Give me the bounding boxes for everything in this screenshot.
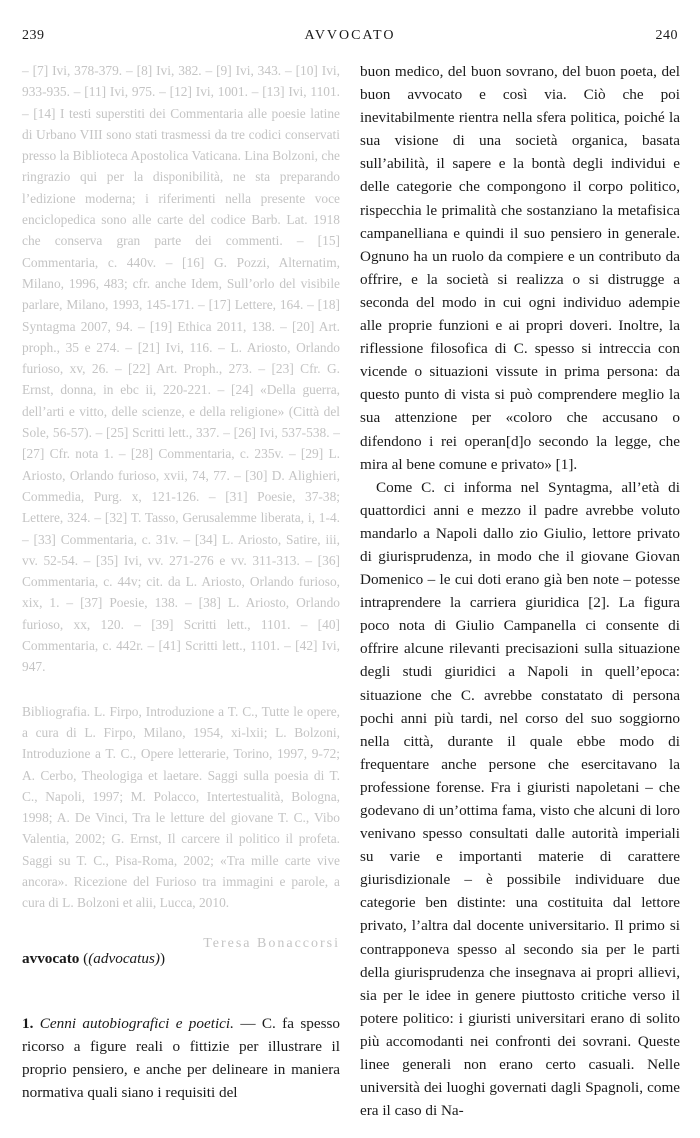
page-number-right: 240 (655, 28, 678, 43)
endnotes: – [7] Ivi, 378-379. – [8] Ivi, 382. – [9] Ivi, 343. – [10] Ivi, 933-935. – [11] Ivi, 975. – [12] Ivi, 1001. – [13] Ivi, 1101. – [14] I testi superstiti dei Commentaria alle poesie latine di Urbano VIII sono stati trasmessi da tre codici conservati presso la Biblioteca Apostolica Vaticana. Lina Bolzoni, che ringrazio qui per la disponibilità, ne sta preparando l’edizione moderna; i riferimenti nella presente voce enciclopedica sono alle carte del codice Barb. Lat. 1918 che conserva gran parte dei commenti. – [15] Commentaria, c. 440v. – [16] G. Pozzi, Alternatim, Milano, 1996, 483; cfr. anche Idem, Sull’orlo del visibile parlare, Milano, 1993, 145-171. – [17] Lettere, 164. – [18] Syntagma 2007, 94. – [19] Ethica 2011, 138. – [20] Art. proph., 35 e 274. – [21] Ivi, 116. – L. Ariosto, Orlando furioso, xv, 26. – [22] Art. Proph., 273. – [23] Cfr. G. Ernst, donna, in ebc ii, 220-221. – [24] «Della guerra, dell’arti e vitto, delle scienze, e della religione» (Città del Sole, 56-57). – [25] Scritti lett., 337. – [26] Ivi, 537-538. – [27] Cfr. nota 1. – [28] Commentaria, c. 235v. – [29] L. Ariosto, Orlando furioso, xvii, 74, 77. – [30] D. Alighieri, Commedia, Purg. x, 121-126. – [31] Poesie, 37-38; Lettere, 324. – [32] T. Tasso, Gerusalemme liberata, i, 1-4. – [33] Commentaria, c. 31v. – [34] L. Ariosto, Satire, iii, vv. 52-54. – [35] Ivi, vv. 271-276 e vv. 311-313. – [36] Commentaria, c. 44v; cit. da L. Ariosto, Orlando furioso, xix, 1. – [37] Poesie, 138. – [38] L. Ariosto, Orlando furioso, xx, 120. – [39] Scritti lett., 1101. – [40] Commentaria, c. 442r. – [41] Scritti lett., 1101. – [42] Ivi, 947. (22, 63, 340, 675)
headword-latin: ((advocatus)) (83, 950, 165, 967)
running-title: AVVOCATO (304, 28, 396, 43)
running-header (22, 28, 678, 50)
section-title: Cenni autobiografici e poetici. (39, 1015, 234, 1032)
section-text-left: — C. fa spesso ricorso a figure reali o fittizie per illustrare il proprio pensiero, e anche per delineare in maniera normativa quali siano i requisiti del (22, 1015, 340, 1101)
page-number-left: 239 (22, 28, 45, 43)
headword: avvocato (22, 950, 80, 967)
section-number: 1. (22, 1015, 34, 1032)
latin-term: (advocatus) (88, 950, 160, 967)
section-1-start (22, 1012, 340, 1104)
left-column (22, 60, 340, 952)
author-signature: Teresa Bonaccorsi (203, 935, 340, 951)
bibliography: Bibliografia. L. Firpo, Introduzione a T. C., Tutte le opere, a cura di L. Firpo, Milano, 1954, xi-lxii; L. Bolzoni, Introduzione a T. C., Opere letterarie, Torino, 1997, 9-72; A. Cerbo, Theologiga et laetare. Saggi sulla poesia di T. C., Napoli, 1997; M. Polacco, Intertestualità, Bologna, 1998; A. De Vinci, Tra le letture del giovane T. C., Vibo Valentia, 2002; G. Ernst, Il carcere il politico il profeta. Saggi su T. C., Pisa-Roma, 2002; «Tra mille carte vive ancora». Ricezione del Furioso tra immagini e parole, a cura di L. Bolzoni et alii, Lucca, 2010. (22, 703, 340, 911)
paragraph-1: buon medico, del buon sovrano, del buon poeta, del buon avvocato e così via. Ciò che poi inevitabilmente rientra nella sfera politica, poiché la sua visione di una società organica, basata sull’abilità, il sapere e la bontà degli individui e delle categorie che compongono il corpo politico, rispecchia le primalità che sostanziano la metafisica campanelliana e quindi il suo pensiero in generale. Ognuno ha un ruolo da compiere e un contributo da offrire, e la società si realizza o si distrugge a seconda del modo in cui ogni individuo adempie alle proprie funzioni e ai propri doveri. Inoltre, la riflessione filosofica di C. spesso si intreccia con vicende o situazioni vissute in prima persona: da questo punto di vista si può comprendere meglio la sua attenzione per «coloro che accusano o difendono i rei operan[d]o secondo la legge, che mira al bene comune e privato» [1]. (360, 63, 680, 473)
right-column (360, 60, 680, 1122)
entry-heading (22, 950, 340, 968)
paragraph-2: Come C. ci informa nel Syntagma, all’età di quattordici anni e mezzo il padre avrebbe voluto mandarlo a Napoli dallo zio Giulio, lettore privato di giurisprudenza, in modo che il giovane Giovan Domenico – le cui doti erano già ben note – potesse intraprendere la carriera giuridica [2]. La figura poco nota di Giulio Campanella ci consente di offrire alcune rilevanti precisazioni sulla situazione degli studi giuridici a Napoli in quell’epoca: situazione che C. avrebbe constatato di persona pochi anni più tardi, nel corso del suo soggiorno nella città, durante il quale ebbe modo di frequentare anche persone che esercitavano la professione forense. Fra i giuristi napoletani – che godevano di un’ottima fama, visto che alcuni di loro venivano spesso consultati dalle autorità imperiali su varie e importanti materie di carattere giurisdizionale – è possibile individuare due categorie ben distinte: una costituita dal lettore privato, l’altra dal docente universitario. Il primo si contrapponeva spesso al secondo sia per le parti della giurisprudenza che insegnava ai propri allievi, sia per le idee in genere piuttosto critiche verso il potere politico: i giuristi universitari erano di solito più accomodanti nei confronti dei sovrani. Queste linee generali non erano certo casuali. Nelle università dei luoghi governati dagli Spagnoli, come era il caso di Na- (360, 478, 680, 1120)
